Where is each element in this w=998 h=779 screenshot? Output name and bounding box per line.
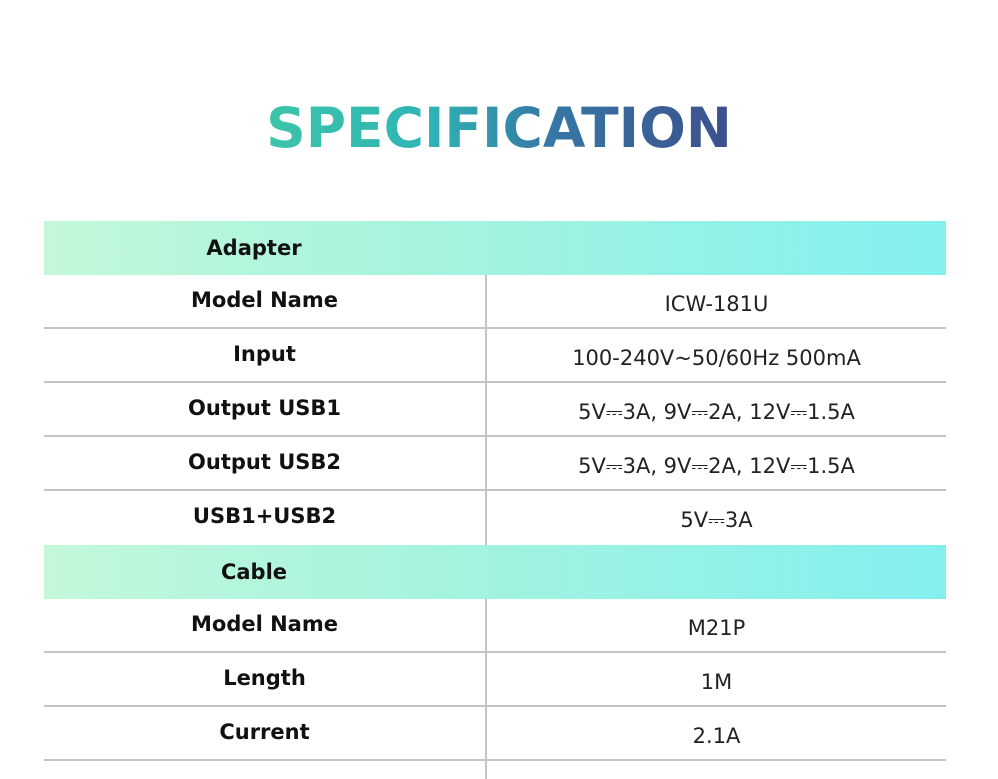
table-row-partial	[44, 761, 946, 779]
section-header-cable	[44, 545, 946, 599]
row-label: Model Name	[44, 275, 487, 327]
table-row	[44, 329, 946, 383]
row-label: Input	[44, 329, 487, 381]
table-row	[44, 437, 946, 491]
table-row	[44, 653, 946, 707]
row-value: ICW-181U	[664, 292, 769, 316]
row-label-partial	[44, 761, 487, 779]
row-label: Model Name	[44, 599, 487, 651]
table-row	[44, 383, 946, 437]
section-header-label: Cable	[220, 560, 288, 584]
row-value: 2.1A	[692, 724, 741, 748]
row-label: Length	[44, 653, 487, 705]
row-value: 100-240V~50/60Hz 500mA	[572, 346, 861, 370]
page-title-text: SPECIFICATION	[266, 96, 732, 160]
page-title	[0, 92, 998, 164]
spec-table	[44, 221, 946, 779]
row-label: USB1+USB2	[44, 491, 487, 545]
row-label: Current	[44, 707, 487, 759]
row-label: Output USB2	[44, 437, 487, 489]
row-value: 1M	[700, 670, 733, 694]
section-header-label: Adapter	[206, 236, 302, 260]
table-row	[44, 707, 946, 761]
row-label: Output USB1	[44, 383, 487, 435]
section-header-adapter	[44, 221, 946, 275]
table-row	[44, 599, 946, 653]
table-row	[44, 275, 946, 329]
row-value: 5V⎓3A, 9V⎓2A, 12V⎓1.5A	[578, 400, 855, 424]
row-value: M21P	[687, 616, 746, 640]
row-value: 5V⎓3A	[680, 508, 753, 532]
table-row	[44, 491, 946, 545]
row-value: 5V⎓3A, 9V⎓2A, 12V⎓1.5A	[578, 454, 855, 478]
